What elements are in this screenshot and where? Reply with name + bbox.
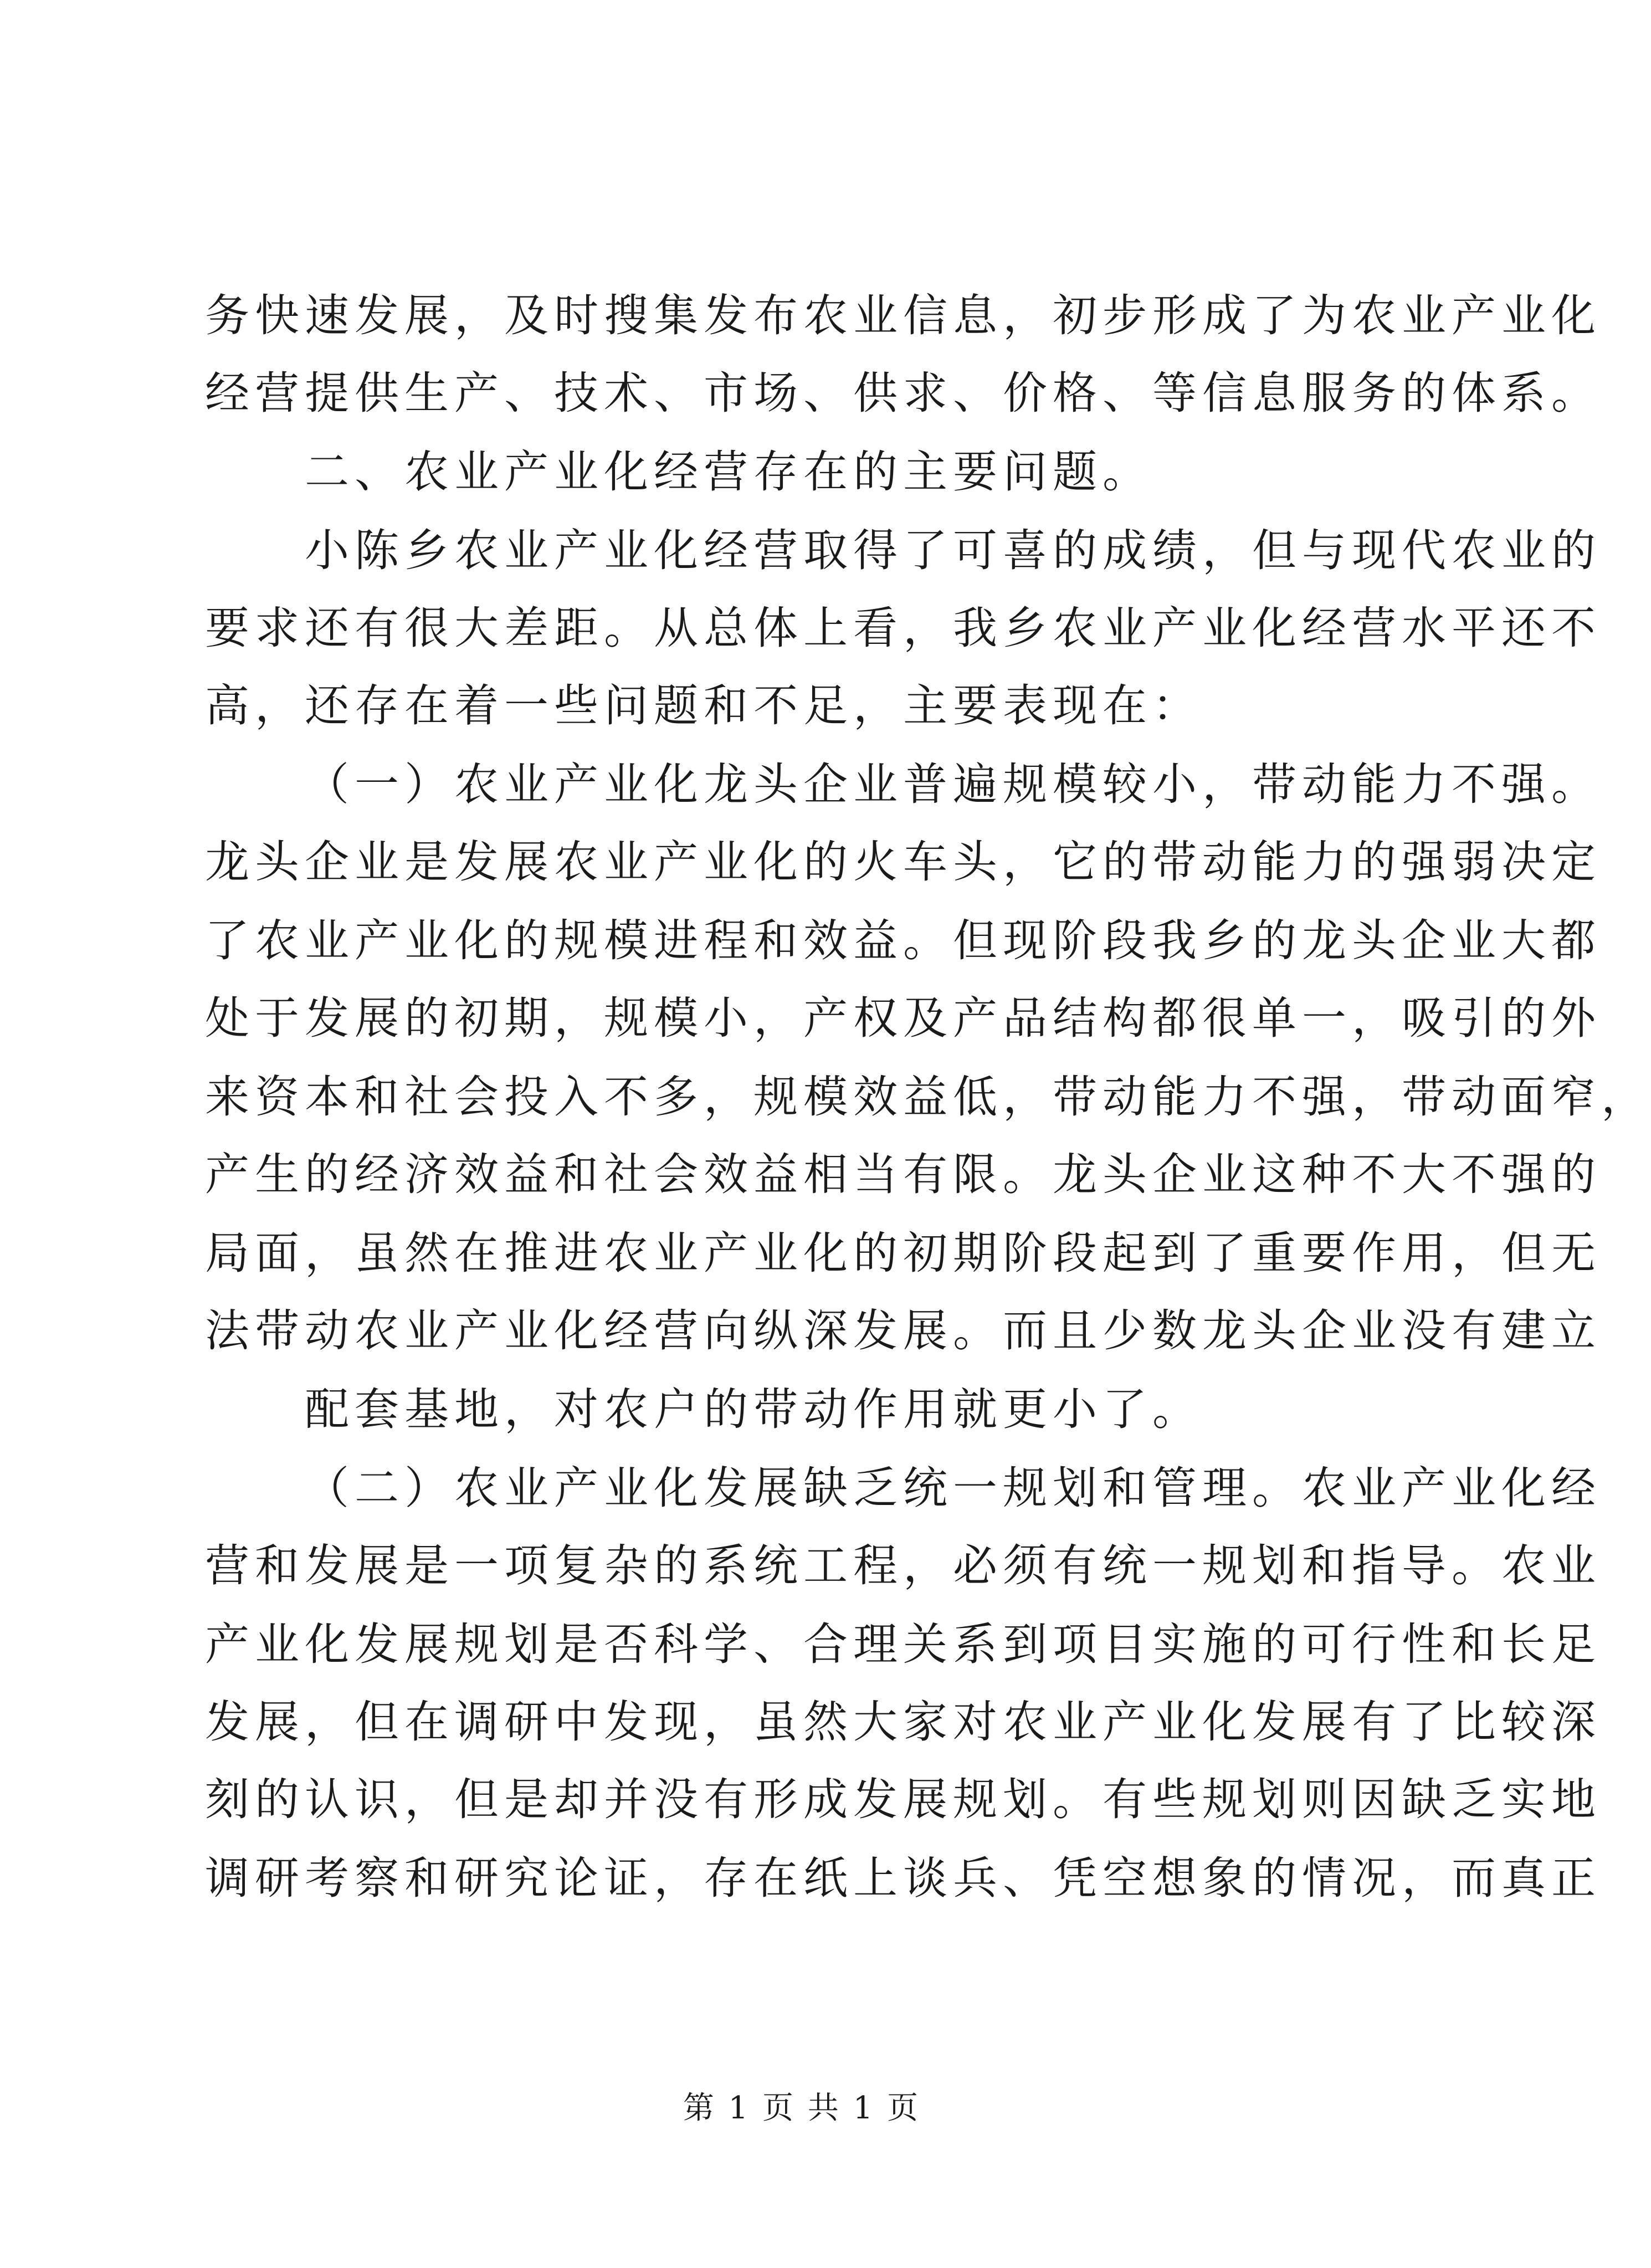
text-line-18: 产业化发展规划是否科学、合理关系到项目实施的可行性和长足 xyxy=(205,1619,1601,1670)
text-line-5: 要求还有很大差距。从总体上看，我乡农业产业化经营水平还不 xyxy=(205,602,1601,654)
section-heading-2: 二、农业产业化经营存在的主要问题。 xyxy=(305,446,1152,498)
text-line-20: 刻的认识，但是却并没有形成发展规划。有些规划则因缺乏实地 xyxy=(205,1774,1601,1825)
text-line-10: 处于发展的初期，规模小，产权及产品结构都很单一，吸引的外 xyxy=(205,992,1601,1044)
text-line-2: 经营提供生产、技术、市场、供求、价格、等信息服务的体系。 xyxy=(205,367,1601,419)
subsection-heading-1: （一）农业产业化龙头企业普遍规模较小，带动能力不强。 xyxy=(305,759,1601,810)
subsection-heading-2: （二）农业产业化发展缺乏统一规划和管理。农业产业化经 xyxy=(305,1462,1601,1514)
text-line-9: 了农业产业化的规模进程和效益。但现阶段我乡的龙头企业大都 xyxy=(205,915,1601,966)
text-line-6: 高，还存在着一些问题和不足，主要表现在： xyxy=(205,680,1202,731)
text-line-14: 法带动农业产业化经营向纵深发展。而且少数龙头企业没有建立 xyxy=(205,1305,1601,1356)
text-line-19: 发展，但在调研中发现，虽然大家对农业产业化发展有了比较深 xyxy=(205,1696,1601,1748)
page-footer: 第 1 页 共 1 页 xyxy=(683,2090,921,2126)
text-line-12: 产生的经济效益和社会效益相当有限。龙头企业这种不大不强的 xyxy=(205,1149,1601,1200)
text-line-8: 龙头企业是发展农业产业化的火车头，它的带动能力的强弱决定 xyxy=(205,836,1601,888)
text-line-17: 营和发展是一项复杂的系统工程，必须有统一规划和指导。农业 xyxy=(205,1540,1601,1591)
text-line-4: 小陈乡农业产业化经营取得了可喜的成绩，但与现代农业的 xyxy=(305,525,1601,576)
text-line-21: 调研考察和研究论证，存在纸上谈兵、凭空想象的情况，而真正 xyxy=(205,1852,1601,1904)
text-line-15: 配套基地，对农户的带动作用就更小了。 xyxy=(305,1384,1202,1435)
text-line-11: 来资本和社会投入不多，规模效益低，带动能力不强，带动面窄， xyxy=(205,1071,1651,1123)
text-line-1: 务快速发展，及时搜集发布农业信息，初步形成了为农业产业化 xyxy=(205,290,1601,341)
text-line-13: 局面，虽然在推进农业产业化的初期阶段起到了重要作用，但无 xyxy=(205,1227,1601,1279)
